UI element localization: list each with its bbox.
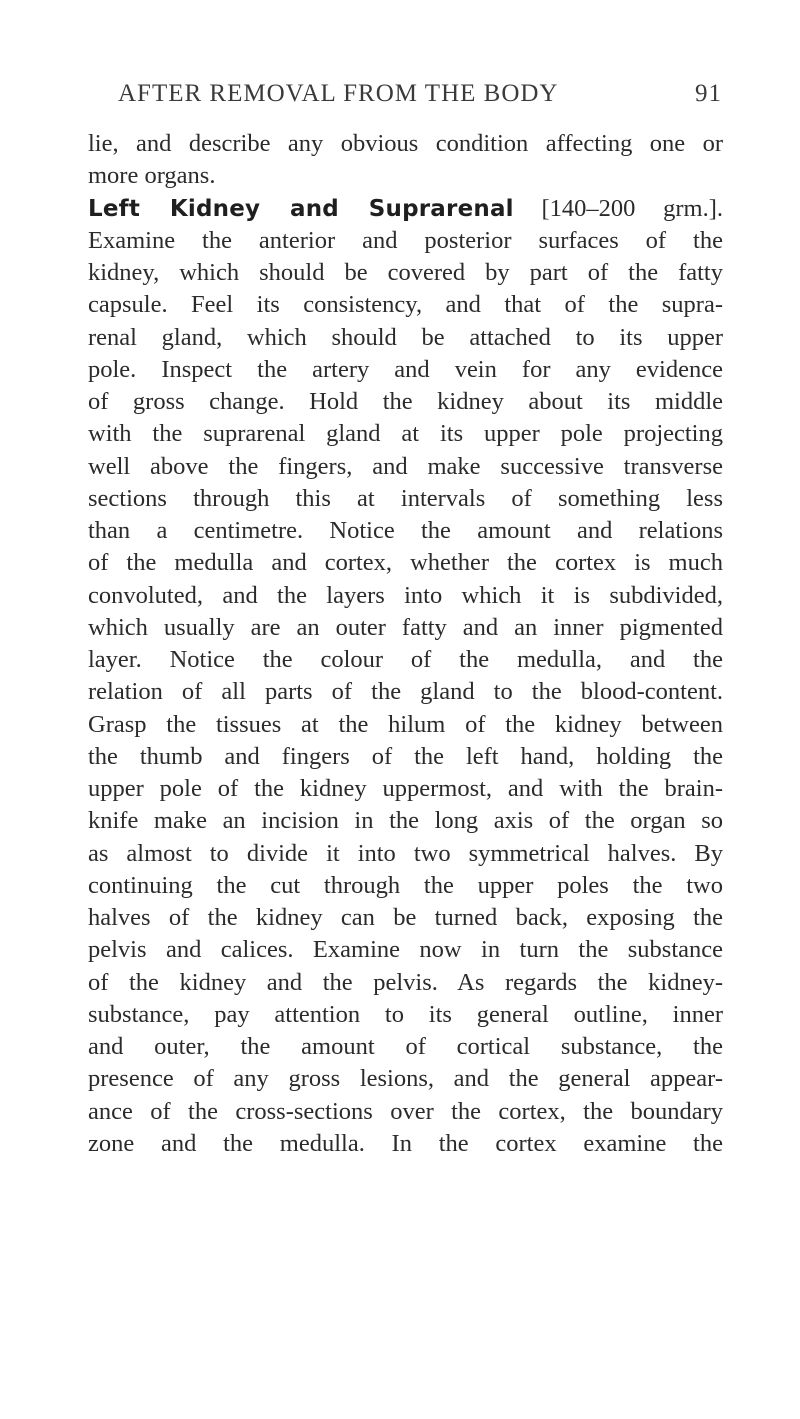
text-line: relation of all parts of the gland to the blood-content. xyxy=(88,678,723,706)
running-head-title: AFTER REMOVAL FROM THE BODY xyxy=(118,80,559,107)
text-line: presence of any gross lesions, and the general appear- xyxy=(88,1065,723,1093)
running-head xyxy=(88,80,722,120)
text-line: than a centimetre. Notice the amount and relations xyxy=(88,517,723,544)
text-line: renal gland, which should be attached to its upper xyxy=(88,323,723,351)
text-line: more organs. xyxy=(88,162,216,190)
text-line: as almost to divide it into two symmetrical halves. By xyxy=(88,839,723,867)
text-line: zone and the medulla. In the cortex examine the xyxy=(88,1129,723,1157)
text-line: ance of the cross-sections over the cortex, the boundary xyxy=(88,1097,723,1125)
section-heading-line xyxy=(88,193,723,225)
text-line: which usually are an outer fatty and an inner pigmented xyxy=(88,613,723,641)
text-line: continuing the cut through the upper poles the two xyxy=(88,871,723,899)
text-line: of the medulla and cortex, whether the cortex is much xyxy=(88,549,723,577)
text-line: knife make an incision in the long axis of the organ so xyxy=(88,807,723,835)
text-line: pole. Inspect the artery and vein for any evidence xyxy=(88,355,723,383)
text-line: upper pole of the kidney uppermost, and with the brain- xyxy=(88,775,723,802)
text-line: of gross change. Hold the kidney about its middle xyxy=(88,388,723,415)
text-line: sections through this at intervals of something less xyxy=(88,484,723,512)
text-line: Examine the anterior and posterior surfaces of the xyxy=(88,226,723,254)
page-number: 91 xyxy=(695,80,722,107)
body-text xyxy=(88,128,723,1160)
text-line: with the suprarenal gland at its upper pole projecting xyxy=(88,420,723,448)
section-heading-weight: [140–200 grm.]. xyxy=(541,194,723,222)
text-line: layer. Notice the colour of the medulla, and the xyxy=(88,646,723,673)
text-line: Grasp the tissues at the hilum of the kidney between xyxy=(88,710,723,738)
text-line: well above the fingers, and make successive transverse xyxy=(88,452,723,480)
text-line: convoluted, and the layers into which it is subdivided, xyxy=(88,581,723,609)
text-line: kidney, which should be covered by part of the fatty xyxy=(88,259,723,286)
text-line: substance, pay attention to its general outline, inner xyxy=(88,1000,723,1028)
text-line: halves of the kidney can be turned back, exposing the xyxy=(88,904,723,931)
text-line: the thumb and fingers of the left hand, holding the xyxy=(88,742,723,770)
text-line: capsule. Feel its consistency, and that of the supra- xyxy=(88,291,723,319)
text-line: pelvis and calices. Examine now in turn the substance xyxy=(88,936,723,964)
text-line: lie, and describe any obvious condition affecting one or xyxy=(88,130,723,157)
text-line: and outer, the amount of cortical substance, the xyxy=(88,1033,723,1060)
section-heading: Left Kidney and Suprarenal xyxy=(88,195,514,222)
text-line: of the kidney and the pelvis. As regards the kidney- xyxy=(88,968,723,996)
